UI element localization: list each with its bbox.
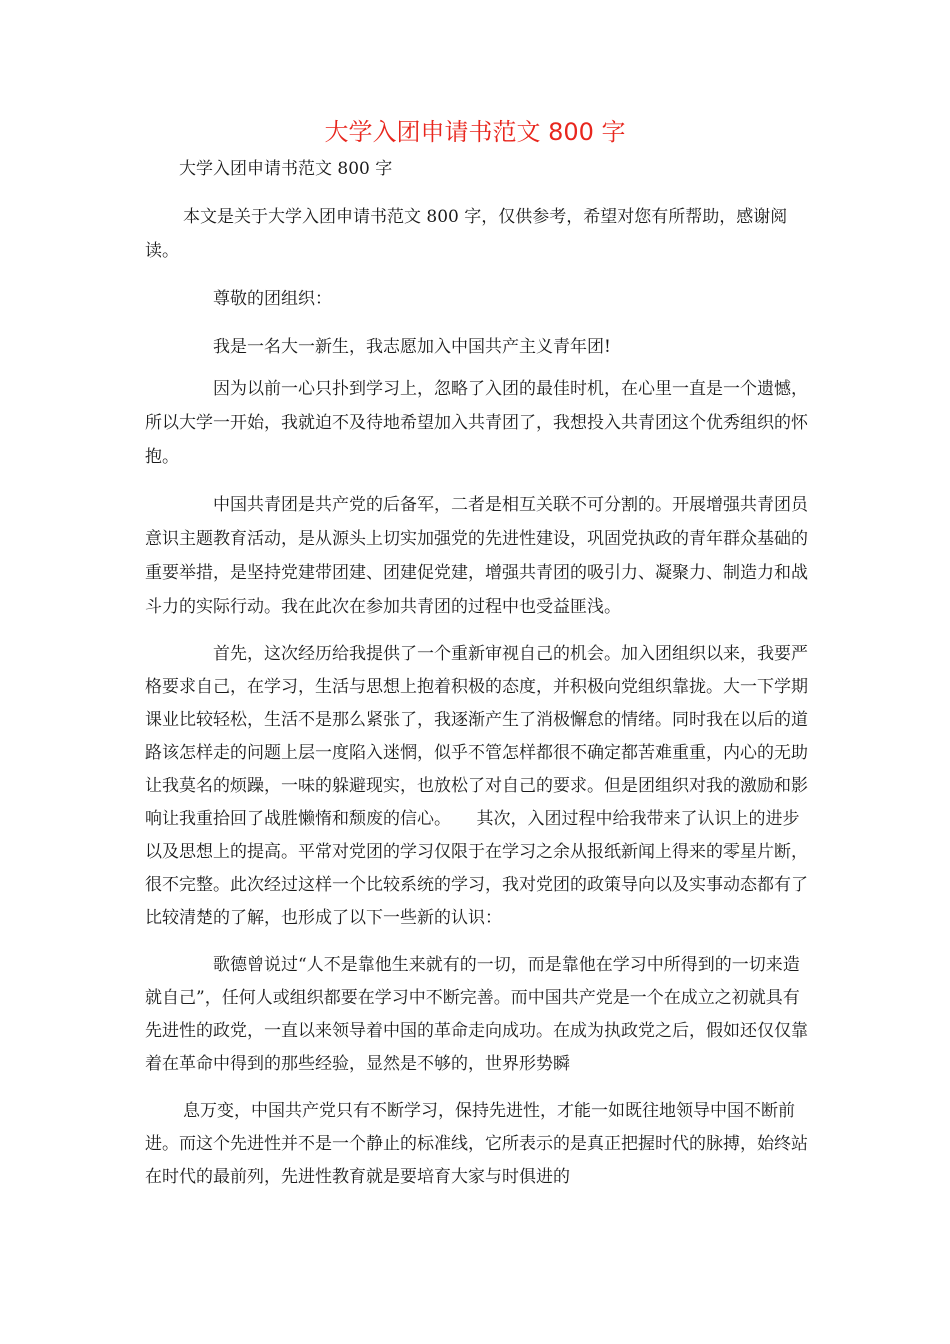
paragraph-salutation: 尊敬的团组织： (213, 289, 332, 309)
paragraph-reason: 因为以前一心只扑到学习上，忽略了入团的最佳时机，在心里一直是一个遗憾，所以大学一开始，我就迫不及待地希望加入共青团了，我想投入共青团这个优秀组织的怀抱。 (145, 379, 808, 467)
document-title: 大学入团申请书范文 800 字 (324, 118, 626, 146)
document-body (145, 152, 810, 1194)
paragraph-continuation: 息万变，中国共产党只有不断学习，保持先进性，才能一如既往地领导中国不断前进。而这个先进性并不是一个静止的标准线，它所表示的是真正把握时代的脉搏，始终站在时代的最前列，先进性教育就是要培育大家与时俱进的 (145, 1101, 808, 1187)
paragraph-league: 中国共青团是共产党的后备军，二者是相互关联不可分割的。开展增强共青团员意识主题教育活动，是从源头上切实加强党的先进性建设，巩固党执政的青年群众基础的重要举措，是坚持党建带团建、团建促党建，增强共青团的吸引力、凝聚力、制造力和战斗力的实际行动。我在此次在参加共青团的过程中也受益匪浅。 (145, 495, 808, 617)
paragraph-subtitle: 大学入团申请书范文 800 字 (179, 159, 393, 179)
paragraph-intro: 本文是关于大学入团申请书范文 800 字，仅供参考，希望对您有所帮助，感谢阅读。 (145, 207, 788, 261)
paragraph-statement: 我是一名大一新生，我志愿加入中国共产主义青年团! (213, 337, 611, 357)
paragraph-first: 首先，这次经历给我提供了一个重新审视自己的机会。加入团组织以来，我要严格要求自己，在学习，生活与思想上抱着积极的态度，并积极向党组织靠拢。大一下学期课业比较轻松，生活不是那么紧张了，我逐渐产生了消极懈怠的情绪。同时我在以后的道路该怎样走的问题上层一度陷入迷惘，似乎不管怎样都很不确定都苦难重重，内心的无助让我莫名的烦躁，一味的躲避现实，也放松了对自己的要求。但是团组织对我的激励和影响让我重拾回了战胜懒惰和颓废的信心。 其次，入团过程中给我带来了认识上的进步以及思想上的提高。平常对党团的学习仅限于在学习之余从报纸新闻上得来的零星片断，很不完整。此次经过这样一个比较系统的学习，我对党团的政策导向以及实事动态都有了比较清楚的了解，也形成了以下一些新的认识： (145, 644, 808, 928)
paragraph-goethe: 歌德曾说过“人不是靠他生来就有的一切，而是靠他在学习中所得到的一切来造就自己”，任何人或组织都要在学习中不断完善。而中国共产党是一个在成立之初就具有先进性的政党，一直以来领导着中国的革命走向成功。在成为执政党之后，假如还仅仅靠着在革命中得到的那些经验，显然是不够的，世界形势瞬 (145, 955, 808, 1074)
